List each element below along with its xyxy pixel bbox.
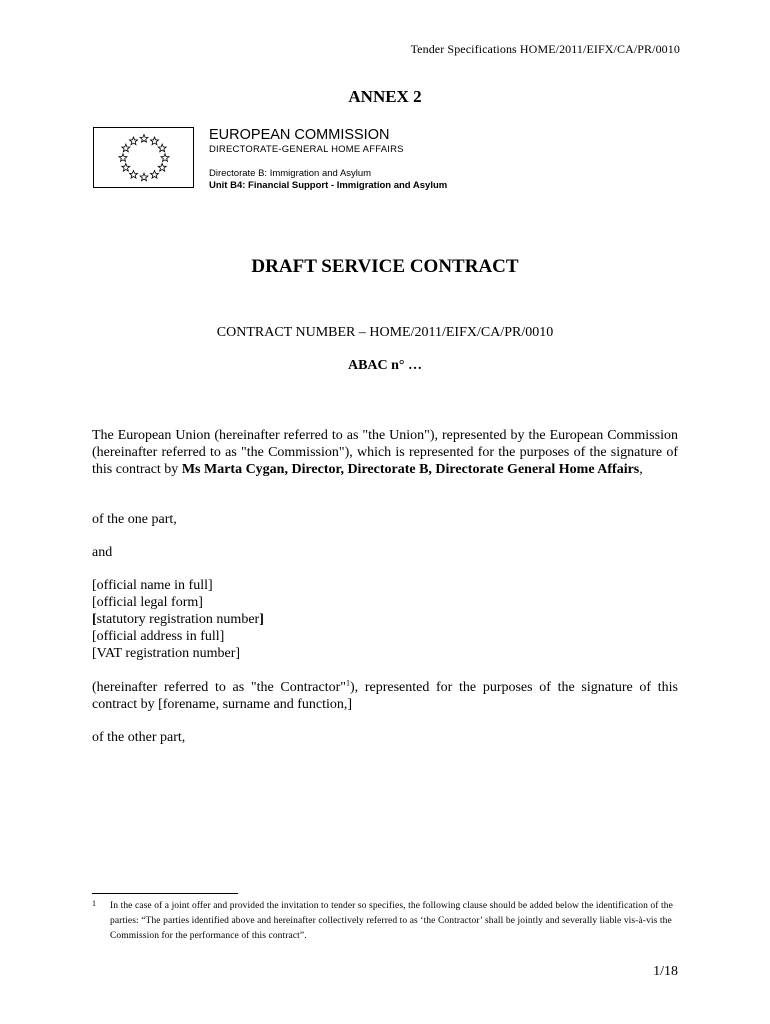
- directorate: Directorate B: Immigration and Asylum: [209, 168, 372, 179]
- contractor-party-block: [92, 577, 678, 662]
- eu-logo: [93, 127, 194, 188]
- bracket-close: ]: [259, 612, 264, 627]
- running-header: Tender Specifications HOME/2011/EIFX/CA/PR/0010: [410, 42, 680, 56]
- other-part-line: of the other part,: [92, 730, 186, 745]
- unit: Unit B4: Financial Support - Immigration and Asylum: [209, 180, 448, 191]
- footnote-text: In the case of a joint offer and provided the invitation to tender so specifies, the following clause should be added below the identification of the parties: “The parties identified above and hereinafter collectively referred to as ‘the Contractor’ shall be jointly and severally liable vis-à-vis the Commission for the performance of this contract”.: [110, 901, 673, 941]
- bracket-open: [: [92, 612, 97, 627]
- footnote-mark: 1: [92, 899, 96, 908]
- footnote-reference[interactable]: 1: [345, 678, 350, 688]
- star-icon: [158, 163, 166, 171]
- party-field: [official legal form]: [92, 595, 203, 610]
- directorate-general: DIRECTORATE-GENERAL HOME AFFAIRS: [209, 144, 404, 155]
- annex-title: ANNEX 2: [348, 87, 422, 106]
- and-line: and: [92, 545, 113, 560]
- document-title: DRAFT SERVICE CONTRACT: [251, 256, 519, 277]
- organisation-block: [209, 126, 447, 192]
- party-field: [92, 611, 678, 628]
- star-icon: [130, 171, 138, 179]
- star-icon: [151, 137, 159, 145]
- star-icon: [140, 173, 148, 181]
- one-part-line: of the one part,: [92, 512, 177, 527]
- abac-number: ABAC n° …: [347, 358, 423, 373]
- party-field-inner: statutory registration number: [96, 612, 260, 627]
- eu-stars-icon: [94, 128, 195, 189]
- intro-text: The European Union (hereinafter referred to as "the Union"), represented by the European Commission (hereinafter referred to as "the Commission"), which is represented for the purposes of the signature of this contract by: [92, 428, 678, 477]
- star-icon: [158, 144, 166, 152]
- star-icon: [122, 144, 130, 152]
- party-field: [official name in full]: [92, 578, 213, 593]
- contractor-paragraph: [92, 679, 678, 713]
- contractor-text-before: (hereinafter referred to as "the Contractor": [92, 680, 346, 695]
- contractor-text-after: ), represented for the purposes of the signature of this contract by [forename, surname and function,]: [92, 680, 678, 712]
- star-icon: [151, 171, 159, 179]
- intro-end: ,: [639, 462, 643, 477]
- intro-paragraph: [92, 427, 678, 478]
- page-number: 1/18: [653, 964, 678, 979]
- star-icon: [119, 154, 127, 162]
- footnote-separator: [92, 893, 238, 894]
- star-icon: [122, 163, 130, 171]
- star-icon: [130, 137, 138, 145]
- star-icon: [161, 154, 169, 162]
- contract-number: CONTRACT NUMBER – HOME/2011/EIFX/CA/PR/0010: [216, 325, 554, 340]
- party-field: [VAT registration number]: [92, 646, 241, 661]
- signatory: Ms Marta Cygan, Director, Directorate B, Directorate General Home Affairs: [181, 462, 640, 477]
- star-icon: [140, 134, 148, 142]
- organisation-name: EUROPEAN COMMISSION: [209, 127, 390, 143]
- footnote: [92, 899, 680, 944]
- party-field: [official address in full]: [92, 629, 225, 644]
